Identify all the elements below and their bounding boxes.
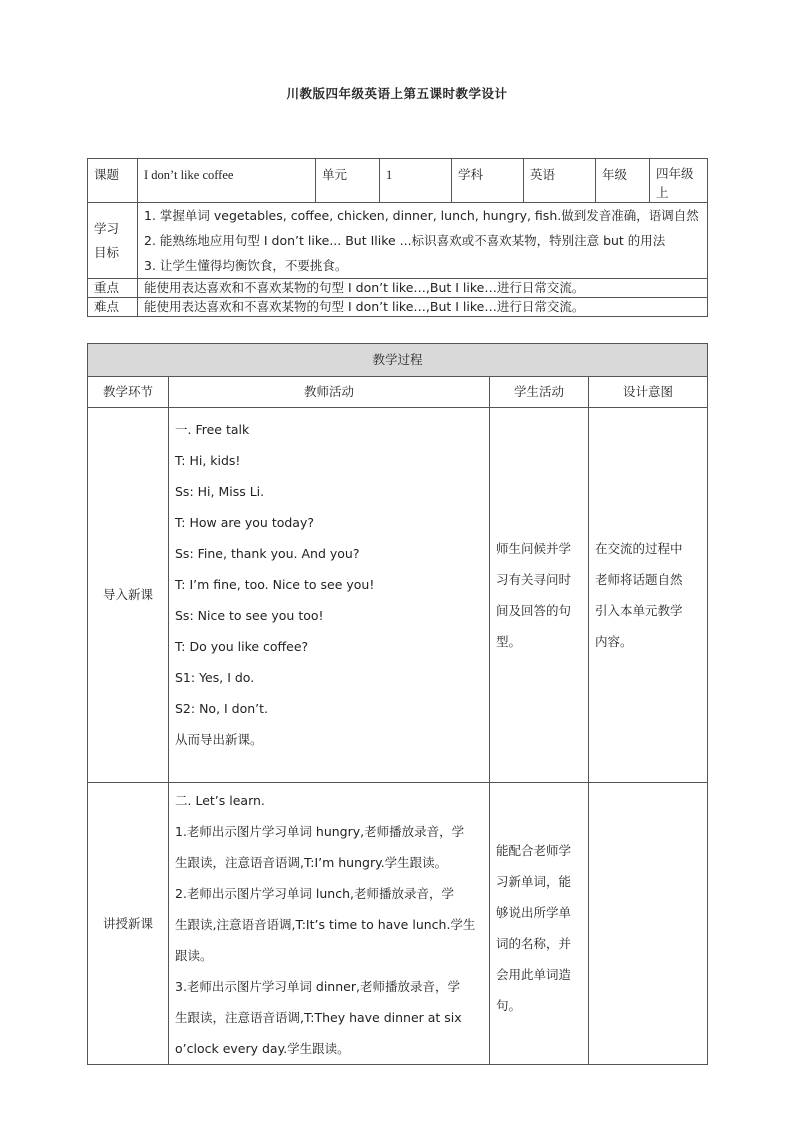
teacher-line: 生跟读，注意语音语调,T:They have dinner at six <box>175 1010 462 1025</box>
teacher-line: 3.老师出示图片学习单词 dinner,老师播放录音，学 <box>175 979 460 994</box>
info-table <box>87 158 708 317</box>
design-intent-cell <box>589 408 708 783</box>
student-line: 会用此单词造 <box>496 967 572 982</box>
document-title: 川教版四年级英语上第五课时教学设计 <box>286 86 508 101</box>
goals-row <box>88 203 708 279</box>
teacher-line: 生跟读，注意语音语调,T:I’m hungry.学生跟读。 <box>175 855 448 870</box>
goals-label: 学习目标 <box>88 203 138 279</box>
process-title: 教学过程 <box>88 344 708 377</box>
student-line: 习有关寻问时 <box>496 572 572 587</box>
process-row-new-lesson <box>88 783 708 1065</box>
goals-list <box>138 203 708 279</box>
student-line: 型。 <box>496 634 522 649</box>
teacher-line: o’clock every day.学生跟读。 <box>175 1041 350 1056</box>
teacher-line: 一. Free talk <box>175 422 250 437</box>
difficulty-label: 难点 <box>88 298 138 317</box>
student-line: 能配合老师学 <box>496 843 572 858</box>
intent-line: 内容。 <box>595 634 633 649</box>
col-header-student: 学生活动 <box>490 377 589 408</box>
difficulty-text: 能使用表达喜欢和不喜欢某物的句型 I don’t like…,But I like…进行日常交流。 <box>138 298 708 317</box>
teacher-activity-cell <box>169 408 490 783</box>
unit-value: 1 <box>380 159 452 203</box>
stage-cell: 导入新课 <box>88 408 169 783</box>
grade-label: 年级 <box>596 159 650 203</box>
teacher-line: Ss: Hi, Miss Li. <box>175 484 265 499</box>
intent-line: 在交流的过程中 <box>595 541 683 556</box>
goal-item: 3. 让学生懂得均衡饮食，不要挑食。 <box>144 258 348 273</box>
teacher-line: T: How are you today? <box>175 515 314 530</box>
teacher-line: S1: Yes, I do. <box>175 670 255 685</box>
topic-value: I don’t like coffee <box>138 159 316 203</box>
stage-cell: 讲授新课 <box>88 783 169 1065</box>
col-header-stage: 教学环节 <box>88 377 169 408</box>
goal-item: 1. 掌握单词 vegetables, coffee, chicken, dinner, lunch, hungry, fish.做到发音准确，语调自然 <box>144 208 699 223</box>
col-header-intent: 设计意图 <box>589 377 708 408</box>
teacher-line: 生跟读,注意语音语调,T:It’s time to have lunch.学生 <box>175 917 476 932</box>
teacher-line: 从而导出新课。 <box>175 732 263 747</box>
teacher-line: 1.老师出示图片学习单词 hungry,老师播放录音，学 <box>175 824 465 839</box>
design-intent-cell <box>589 783 708 1065</box>
student-line: 词的名称，并 <box>496 936 572 951</box>
grade-value: 四年级上 <box>650 159 708 203</box>
teacher-line: S2: No, I don’t. <box>175 701 269 716</box>
teacher-line: Ss: Fine, thank you. And you? <box>175 546 360 561</box>
student-activity-cell <box>490 783 589 1065</box>
teacher-line: 跟读。 <box>175 948 213 963</box>
key-point-label: 重点 <box>88 279 138 298</box>
goal-item: 2. 能熟练地应用句型 I don’t like... But Ilike ...标识喜欢或不喜欢某物，特别注意 but 的用法 <box>144 233 666 248</box>
teacher-line: T: I’m fine, too. Nice to see you! <box>175 577 375 592</box>
key-point-text: 能使用表达喜欢和不喜欢某物的句型 I don’t like…,But I like…进行日常交流。 <box>138 279 708 298</box>
col-header-teacher: 教师活动 <box>169 377 490 408</box>
student-activity-cell <box>490 408 589 783</box>
student-line: 师生问候并学 <box>496 541 572 556</box>
intent-line: 老师将话题自然 <box>595 572 683 587</box>
process-header-row <box>88 377 708 408</box>
teacher-line: T: Hi, kids! <box>175 453 241 468</box>
student-line: 间及回答的句 <box>496 603 572 618</box>
subject-value: 英语 <box>524 159 596 203</box>
teacher-activity-cell <box>169 783 490 1065</box>
teacher-line: Ss: Nice to see you too! <box>175 608 324 623</box>
process-row-intro <box>88 408 708 783</box>
teacher-line: T: Do you like coffee? <box>175 639 309 654</box>
intent-line: 引入本单元教学 <box>595 603 683 618</box>
student-line: 习新单词，能 <box>496 874 572 889</box>
teacher-line: 二. Let’s learn. <box>175 793 265 808</box>
unit-label: 单元 <box>316 159 380 203</box>
topic-label: 课题 <box>88 159 138 203</box>
info-row <box>88 159 708 203</box>
student-line: 句。 <box>496 998 522 1013</box>
difficulty-row <box>88 298 708 317</box>
student-line: 够说出所学单 <box>496 905 572 920</box>
key-point-row <box>88 279 708 298</box>
process-table <box>87 343 708 1065</box>
process-title-row <box>88 344 708 377</box>
subject-label: 学科 <box>452 159 524 203</box>
teacher-line: 2.老师出示图片学习单词 lunch,老师播放录音，学 <box>175 886 454 901</box>
